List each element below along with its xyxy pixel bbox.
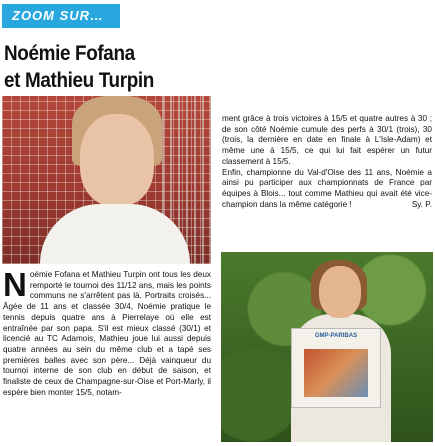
face-shape-2 [319, 266, 361, 318]
headline-line-2: et Mathieu Turpin [4, 69, 154, 92]
article-column-1 [3, 266, 211, 398]
photo-noemie [2, 96, 211, 264]
column-1-text: oémie Fofana et Mathieu Turpin ont tous les deux remporté le tournoi des 11/12 ans, mais les points communs ne s'arrêtent pas là. Portraits croisés... Âgée de 11 ans et classée 30/4, Noémie pratique le tennis depuis quatre ans à Pierrelaye où elle est entraînée par son papa. S'il est mieux classé (30/1) et licencié au TC Adamois, Mathieu joue lui aussi depuis quatre années au sein du même club et a tapé ses premières balles avec son père... Déjà vainqueur du tournoi interne de son club en début de saison, et finaliste de ceux de Champagne-sur-Oise et Port-Marly, il espère bien monter 15/5, notam- [3, 270, 211, 397]
trophy-board [291, 328, 381, 408]
board-text: GMP-PARIBAS [314, 333, 358, 339]
drop-cap: N [3, 266, 27, 303]
column-2-paragraph-2 [222, 168, 432, 211]
face-shape [80, 114, 154, 206]
section-banner: ZOOM SUR… [2, 4, 120, 28]
column-2-paragraph-1: ment grâce à trois victoires à 15/5 et quatre autres à 30 ; de son côté Noémie cumule des perfs à 30/1 (trois), 30 (trois, la dernière en date en finale à L'Isle-Adam) et même une à 15/5, ce qui lui fait espérer un futur classement à 15/5. [222, 114, 432, 166]
headline-line-1: Noémie Fofana [4, 42, 135, 65]
author-signature: Sy. P. [411, 199, 432, 209]
column-2-paragraph-2-text: Enfin, championne du Val-d'Oise des 11 ans, Noémie a ainsi pu participer aux championnats de France par équipes à Blois... tout comme Mathieu qui avait été vice-champion dans la même catégorie ! [222, 167, 432, 209]
article-headline [4, 40, 189, 94]
photo-mathieu [221, 252, 433, 442]
article-column-2 [222, 114, 432, 210]
board-image [304, 349, 368, 397]
